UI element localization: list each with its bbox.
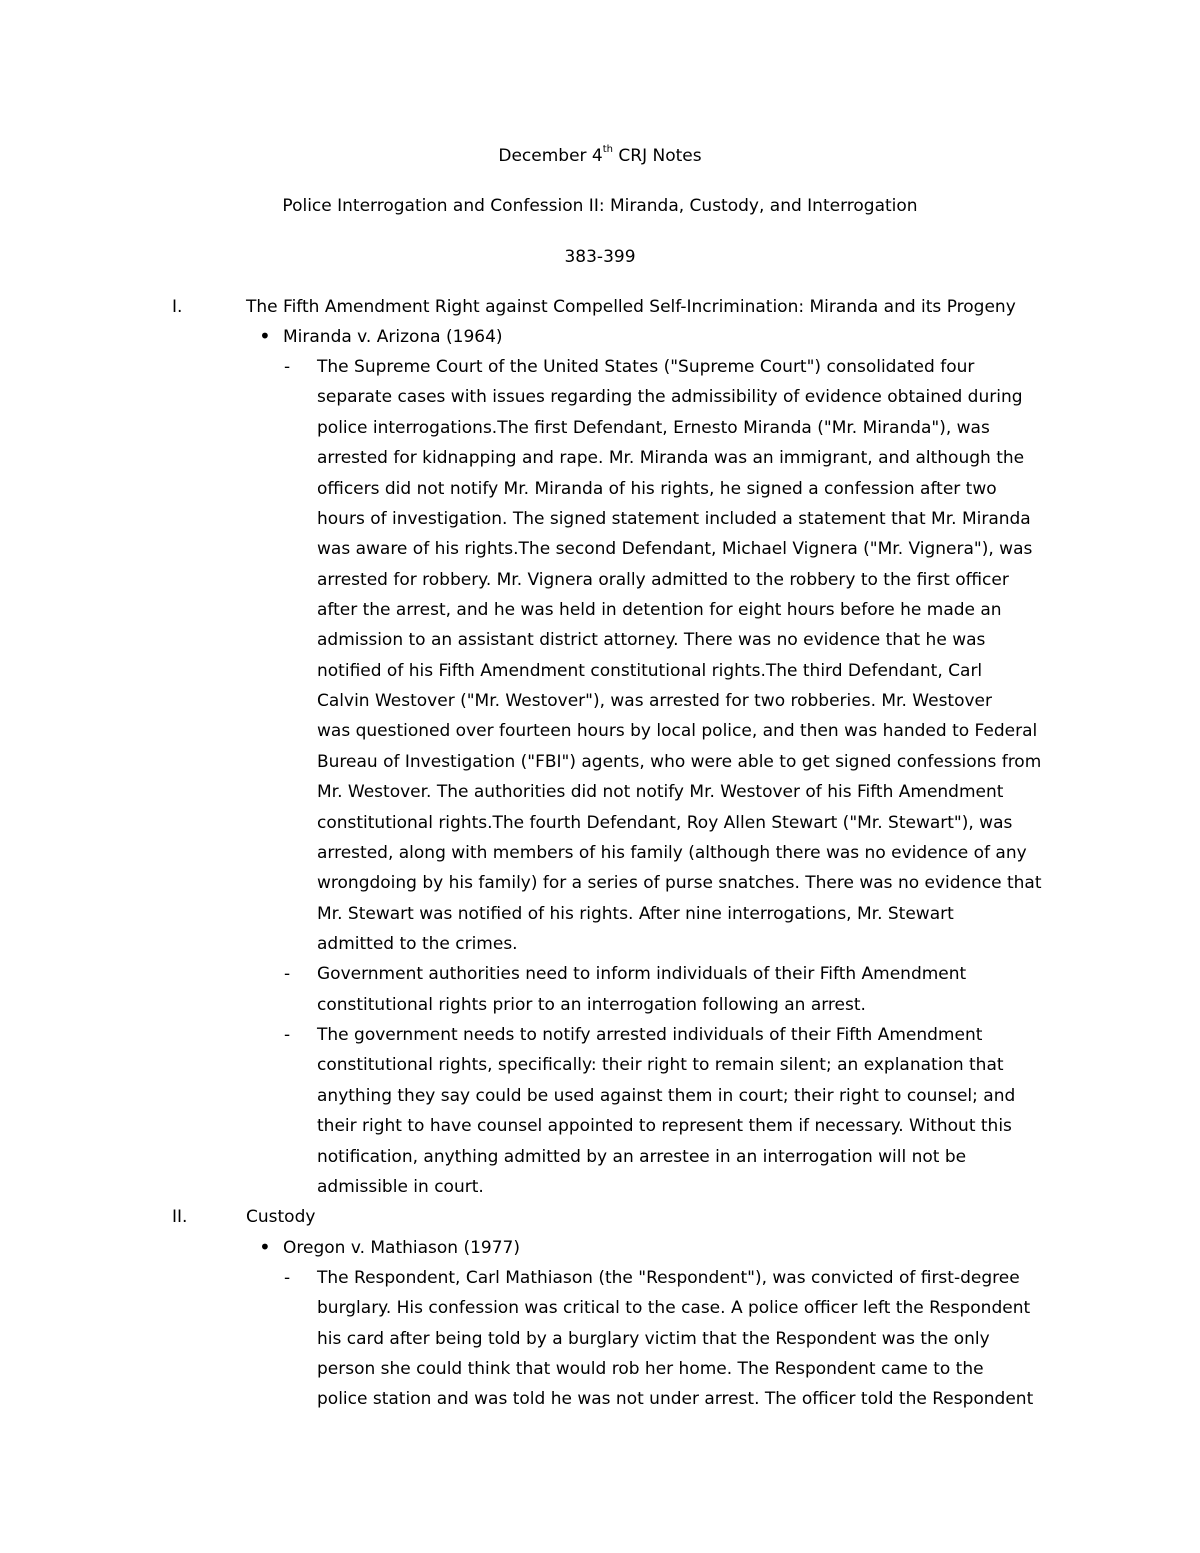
paragraph-line: hours of investigation. The signed statement included a statement that Mr. Miranda <box>317 509 1031 529</box>
title-suffix: CRJ Notes <box>613 146 702 166</box>
paragraph-line: was questioned over fourteen hours by local police, and then was handed to Federal <box>317 721 1038 741</box>
paragraph-line: admission to an assistant district attorney. There was no evidence that he was <box>317 630 986 650</box>
paragraph-line: The Supreme Court of the United States ("Supreme Court") consolidated four <box>317 357 975 377</box>
section-heading: The Fifth Amendment Right against Compelled Self-Incrimination: Miranda and its Progeny <box>246 297 1016 317</box>
bullet-icon: • <box>259 1235 271 1259</box>
paragraph-line: notified of his Fifth Amendment constitutional rights.The third Defendant, Carl <box>317 661 983 681</box>
paragraph-line: burglary. His confession was critical to the case. A police officer left the Respondent <box>317 1298 1031 1318</box>
page-range: 383-399 <box>564 247 636 267</box>
paragraph-line: officers did not notify Mr. Miranda of his rights, he signed a confession after two <box>317 479 997 499</box>
paragraph-line: arrested for robbery. Mr. Vignera orally admitted to the robbery to the first officer <box>317 570 1009 590</box>
title-superscript: th <box>602 144 614 156</box>
paragraph-line: constitutional rights, specifically: their right to remain silent; an explanation that <box>317 1055 1004 1075</box>
paragraph-line: person she could think that would rob her home. The Respondent came to the <box>317 1359 984 1379</box>
case-name: Oregon v. Mathiason (1977) <box>283 1238 521 1258</box>
paragraph-line: police interrogations.The first Defendant, Ernesto Miranda ("Mr. Miranda"), was <box>317 418 990 438</box>
paragraph-line: Bureau of Investigation ("FBI") agents, who were able to get signed confessions from <box>317 752 1042 772</box>
paragraph-line: Mr. Westover. The authorities did not notify Mr. Westover of his Fifth Amendment <box>317 782 1004 802</box>
page-subtitle: Police Interrogation and Confession II: Miranda, Custody, and Interrogation <box>282 196 918 216</box>
paragraph-line: arrested, along with members of his family (although there was no evidence of any <box>317 843 1027 863</box>
dash-icon: - <box>284 357 291 377</box>
dash-icon: - <box>284 1268 291 1288</box>
section-numeral: II. <box>172 1207 188 1227</box>
page-title <box>0 144 1200 168</box>
paragraph-line: constitutional rights prior to an interrogation following an arrest. <box>317 995 866 1015</box>
case-name: Miranda v. Arizona (1964) <box>283 327 503 347</box>
title-text: December 4 <box>498 146 603 166</box>
paragraph-line: The government needs to notify arrested individuals of their Fifth Amendment <box>317 1025 983 1045</box>
paragraph-line: The Respondent, Carl Mathiason (the "Respondent"), was convicted of first-degree <box>317 1268 1020 1288</box>
paragraph-line: constitutional rights.The fourth Defendant, Roy Allen Stewart ("Mr. Stewart"), was <box>317 813 1013 833</box>
paragraph-line: Calvin Westover ("Mr. Westover"), was arrested for two robberies. Mr. Westover <box>317 691 992 711</box>
bullet-icon: • <box>259 324 271 348</box>
paragraph-line: separate cases with issues regarding the admissibility of evidence obtained during <box>317 387 1023 407</box>
dash-icon: - <box>284 1025 291 1045</box>
paragraph-line: Government authorities need to inform individuals of their Fifth Amendment <box>317 964 967 984</box>
paragraph-line: police station and was told he was not under arrest. The officer told the Respondent <box>317 1389 1034 1409</box>
paragraph-line: after the arrest, and he was held in detention for eight hours before he made an <box>317 600 1002 620</box>
section-heading: Custody <box>246 1207 316 1227</box>
section-numeral: I. <box>172 297 183 317</box>
paragraph-line: wrongdoing by his family) for a series of purse snatches. There was no evidence that <box>317 873 1042 893</box>
dash-icon: - <box>284 964 291 984</box>
paragraph-line: Mr. Stewart was notified of his rights. After nine interrogations, Mr. Stewart <box>317 904 954 924</box>
paragraph-line: their right to have counsel appointed to represent them if necessary. Without this <box>317 1116 1012 1136</box>
paragraph-line: arrested for kidnapping and rape. Mr. Miranda was an immigrant, and although the <box>317 448 1025 468</box>
paragraph-line: admissible in court. <box>317 1177 484 1197</box>
paragraph-line: notification, anything admitted by an arrestee in an interrogation will not be <box>317 1147 967 1167</box>
paragraph-line: admitted to the crimes. <box>317 934 518 954</box>
paragraph-line: his card after being told by a burglary victim that the Respondent was the only <box>317 1329 990 1349</box>
paragraph-line: anything they say could be used against them in court; their right to counsel; and <box>317 1086 1016 1106</box>
paragraph-line: was aware of his rights.The second Defendant, Michael Vignera ("Mr. Vignera"), was <box>317 539 1033 559</box>
